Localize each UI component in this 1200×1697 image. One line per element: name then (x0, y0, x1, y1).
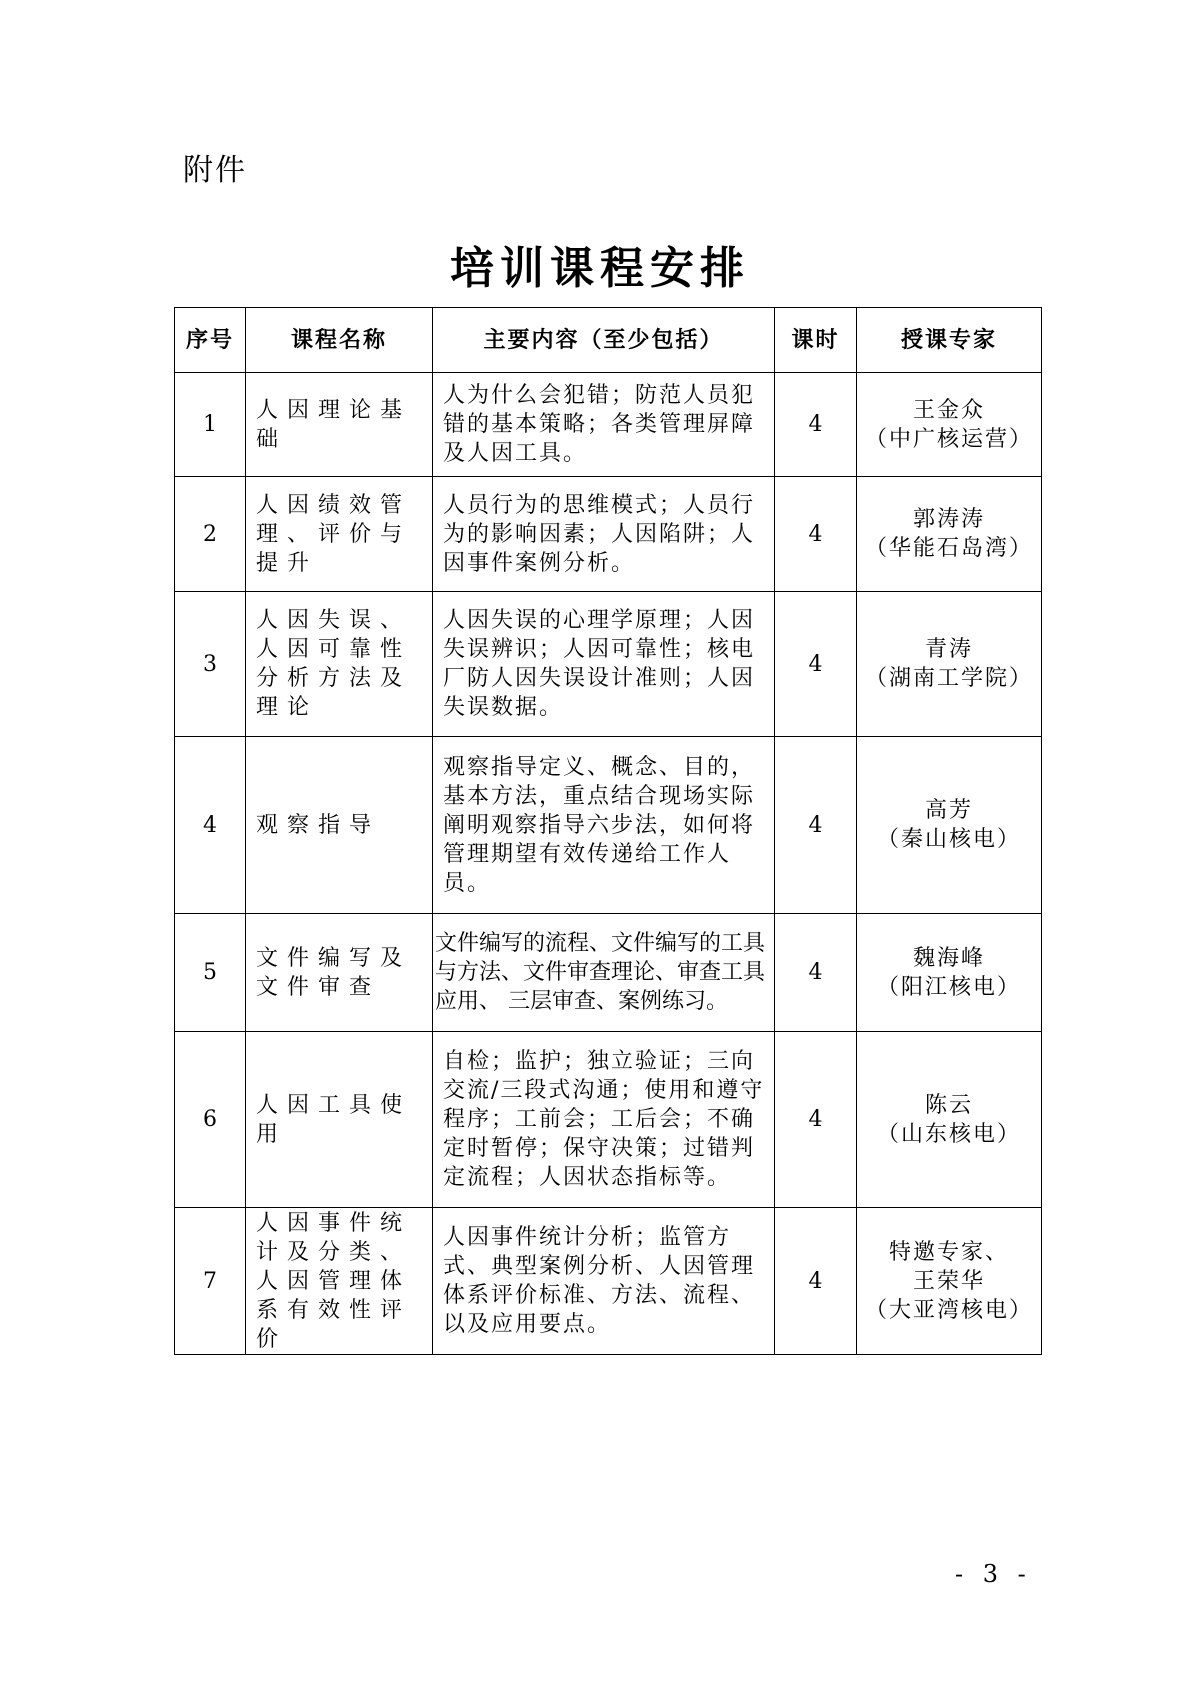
course-content: 人因失误的心理学原理；人因失误辨识；人因可靠性；核电厂防人因失误设计准则；人因失误数据。 (433, 592, 775, 737)
row-number: 3 (175, 592, 246, 737)
course-content: 人员行为的思维模式；人员行为的影响因素；人因陷阱；人因事件案例分析。 (433, 477, 775, 592)
expert-affiliation: （山东核电） (876, 1121, 1021, 1147)
course-expert (857, 1032, 1042, 1208)
column-header-course-name: 课程名称 (246, 308, 433, 373)
column-header-expert: 授课专家 (857, 308, 1042, 373)
course-hours: 4 (775, 1032, 857, 1208)
column-header-no: 序号 (175, 308, 246, 373)
course-name: 观察指导 (246, 737, 433, 914)
expert-name: 高芳 (924, 798, 973, 823)
column-header-hours: 课时 (775, 308, 857, 373)
expert-affiliation: （阳江核电） (876, 974, 1021, 1000)
course-content: 人为什么会犯错；防范人员犯错的基本策略；各类管理屏障及人因工具。 (433, 373, 775, 477)
course-expert (857, 1208, 1042, 1355)
course-name: 人因失误、人因可靠性分析方法及理论 (246, 592, 433, 737)
table-row (175, 592, 1042, 737)
expert-name: 魏海峰 (912, 945, 985, 971)
row-number: 6 (175, 1032, 246, 1208)
expert-affiliation: （秦山核电） (876, 827, 1021, 852)
course-expert (857, 737, 1042, 914)
course-content: 文件编写的流程、文件编写的工具与方法、文件审查理论、审查工具应用、 三层审查、案例练习。 (433, 914, 775, 1032)
course-hours: 4 (775, 1208, 857, 1355)
expert-affiliation: （中广核运营） (864, 426, 1033, 452)
expert-name: 郭涛涛 (912, 507, 985, 532)
course-expert (857, 914, 1042, 1032)
table-row (175, 373, 1042, 477)
row-number: 7 (175, 1208, 246, 1355)
attachment-label: 附件 (183, 153, 247, 188)
expert-affiliation: （大亚湾核电） (864, 1297, 1033, 1323)
course-hours: 4 (775, 477, 857, 592)
course-hours: 4 (775, 737, 857, 914)
expert-title: 特邀专家、 (888, 1239, 1009, 1265)
column-header-content: 主要内容（至少包括） (433, 308, 775, 373)
course-schedule-table (174, 307, 1042, 1355)
course-name: 人因绩效管理、评价与提升 (246, 477, 433, 592)
course-expert (857, 373, 1042, 477)
page-title: 培训课程安排 (450, 243, 750, 294)
page-number: - 3 - (955, 1560, 1032, 1588)
course-expert (857, 477, 1042, 592)
course-name: 文件编写及文件审查 (246, 914, 433, 1032)
expert-name: 青涛 (924, 637, 973, 662)
table-row (175, 737, 1042, 914)
course-content: 人因事件统计分析；监管方式、典型案例分析、人因管理体系评价标准、方法、流程、以及应用要点。 (433, 1208, 775, 1355)
course-name: 人因工具使用 (246, 1032, 433, 1208)
expert-name: 陈云 (924, 1092, 973, 1118)
course-hours: 4 (775, 592, 857, 737)
course-name: 人因事件统计及分类、人因管理体系有效性评价 (246, 1208, 433, 1355)
row-number: 2 (175, 477, 246, 592)
table-row (175, 477, 1042, 592)
course-content: 自检；监护；独立验证；三向交流/三段式沟通；使用和遵守程序；工前会；工后会；不确定时暂停；保守决策；过错判定流程；人因状态指标等。 (433, 1032, 775, 1208)
course-hours: 4 (775, 914, 857, 1032)
course-content: 观察指导定义、概念、目的，基本方法，重点结合现场实际阐明观察指导六步法，如何将管理期望有效传递给工作人员。 (433, 737, 775, 914)
course-name: 人因理论基础 (246, 373, 433, 477)
row-number: 4 (175, 737, 246, 914)
row-number: 1 (175, 373, 246, 477)
expert-name: 王荣华 (912, 1268, 985, 1294)
course-expert (857, 592, 1042, 737)
table-row (175, 1208, 1042, 1355)
expert-name: 王金众 (912, 397, 985, 423)
table-row (175, 914, 1042, 1032)
row-number: 5 (175, 914, 246, 1032)
expert-affiliation: （华能石岛湾） (864, 536, 1033, 561)
table-header-row (175, 308, 1042, 373)
table-row (175, 1032, 1042, 1208)
expert-affiliation: （湖南工学院） (864, 666, 1033, 691)
course-hours: 4 (775, 373, 857, 477)
